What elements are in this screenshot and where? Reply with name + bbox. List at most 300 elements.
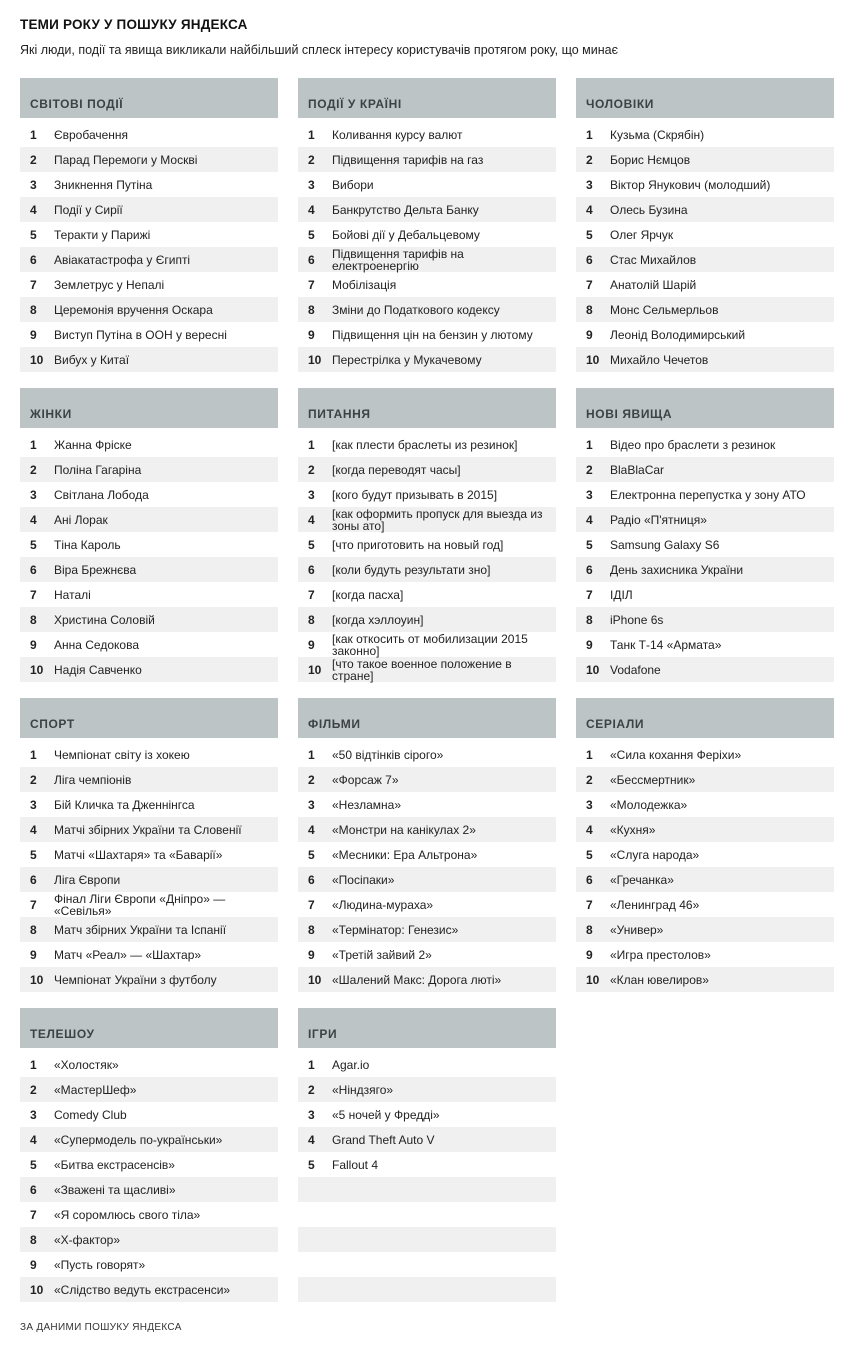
ranking-list bbox=[576, 742, 834, 992]
list-item bbox=[298, 1127, 556, 1152]
panel bbox=[20, 1008, 278, 1302]
panel bbox=[298, 1008, 556, 1302]
panel-title: ПОДІЇ У КРАЇНІ bbox=[308, 97, 402, 111]
panel bbox=[20, 698, 278, 992]
rank-number: 6 bbox=[30, 872, 37, 887]
item-label: Grand Theft Auto V bbox=[332, 1132, 435, 1147]
rank-number: 5 bbox=[586, 847, 593, 862]
item-label: Зміни до Податкового кодексу bbox=[332, 302, 500, 317]
item-label: Теракти у Парижі bbox=[54, 227, 151, 242]
item-label: «Супермодель по-українськи» bbox=[54, 1132, 223, 1147]
item-label: «Людина-мураха» bbox=[332, 897, 434, 912]
list-item bbox=[20, 1152, 278, 1177]
rank-number: 2 bbox=[308, 1082, 315, 1097]
item-label: [когда хэллоуин] bbox=[332, 612, 424, 627]
panel-title: ПИТАННЯ bbox=[308, 407, 371, 421]
item-label: Виступ Путіна в ООН у вересні bbox=[54, 327, 227, 342]
rank-number: 4 bbox=[30, 1132, 37, 1147]
item-label: Коливання курсу валют bbox=[332, 127, 463, 142]
list-item bbox=[20, 1227, 278, 1252]
list-item bbox=[576, 792, 834, 817]
list-item bbox=[576, 557, 834, 582]
panel-header bbox=[20, 1008, 278, 1048]
item-label: BlaBlaCar bbox=[610, 462, 665, 477]
item-label: Agar.io bbox=[332, 1057, 370, 1072]
list-item bbox=[298, 457, 556, 482]
rank-number: 4 bbox=[30, 822, 37, 837]
item-label: Ліга Європи bbox=[54, 872, 121, 887]
item-label: Бій Кличка та Дженнінгса bbox=[54, 797, 195, 812]
item-label: «Битва екстрасенсів» bbox=[54, 1157, 175, 1172]
rank-number: 7 bbox=[308, 897, 315, 912]
list-item bbox=[576, 632, 834, 657]
panel bbox=[576, 388, 834, 682]
list-item bbox=[298, 1202, 556, 1227]
rank-number: 1 bbox=[30, 437, 37, 452]
rank-number: 1 bbox=[586, 437, 593, 452]
rank-number: 9 bbox=[30, 327, 37, 342]
rank-number: 3 bbox=[30, 797, 37, 812]
list-item bbox=[576, 457, 834, 482]
list-item bbox=[20, 582, 278, 607]
item-label: Підвищення тарифів на електроенергію bbox=[332, 246, 464, 273]
item-label: «Игра престолов» bbox=[610, 947, 711, 962]
item-label: «Месники: Ера Альтрона» bbox=[332, 847, 478, 862]
item-label: [как оформить пропуск для выезда из зоны ато] bbox=[332, 506, 543, 533]
rank-number: 5 bbox=[30, 847, 37, 862]
list-item bbox=[298, 507, 556, 532]
item-label: Чемпіонат світу із хокею bbox=[54, 747, 190, 762]
ranking-list bbox=[20, 432, 278, 682]
rank-number: 8 bbox=[586, 302, 593, 317]
rank-number: 3 bbox=[586, 177, 593, 192]
rank-number: 4 bbox=[308, 822, 315, 837]
rank-number: 3 bbox=[30, 1107, 37, 1122]
item-label: «Ніндзяго» bbox=[332, 1082, 394, 1097]
panel-header bbox=[298, 1008, 556, 1048]
item-label: «Клан ювелиров» bbox=[610, 972, 709, 987]
rank-number: 5 bbox=[30, 537, 37, 552]
item-label: [коли будуть результати зно] bbox=[332, 562, 491, 577]
list-item bbox=[20, 1052, 278, 1077]
item-label: Електронна перепустка у зону АТО bbox=[610, 487, 806, 502]
rank-number: 4 bbox=[30, 512, 37, 527]
list-item bbox=[576, 272, 834, 297]
rank-number: 3 bbox=[308, 797, 315, 812]
panel-title: НОВІ ЯВИЩА bbox=[586, 407, 673, 421]
panel-title: СЕРІАЛИ bbox=[586, 717, 645, 731]
item-label: Анатолій Шарій bbox=[610, 277, 697, 292]
list-item bbox=[20, 347, 278, 372]
rank-number: 2 bbox=[30, 1082, 37, 1097]
list-item bbox=[298, 867, 556, 892]
list-item bbox=[20, 1127, 278, 1152]
list-item bbox=[20, 122, 278, 147]
rank-number: 10 bbox=[30, 1282, 44, 1297]
list-item bbox=[298, 532, 556, 557]
list-item bbox=[20, 942, 278, 967]
list-item bbox=[20, 197, 278, 222]
rank-number: 7 bbox=[308, 277, 315, 292]
list-item bbox=[298, 792, 556, 817]
item-label: «Шалений Макс: Дорога люті» bbox=[332, 972, 502, 987]
list-item bbox=[20, 742, 278, 767]
ranking-list bbox=[20, 742, 278, 992]
list-item bbox=[20, 892, 278, 917]
rank-number: 2 bbox=[308, 772, 315, 787]
item-label: Світлана Лобода bbox=[54, 487, 149, 502]
item-label: «Х-фактор» bbox=[54, 1232, 120, 1247]
list-item bbox=[20, 657, 278, 682]
rank-number: 6 bbox=[586, 252, 593, 267]
panel-title: ФІЛЬМИ bbox=[308, 717, 361, 731]
list-item bbox=[20, 842, 278, 867]
item-label: «Пусть говорят» bbox=[54, 1257, 146, 1272]
rank-number: 6 bbox=[30, 1182, 37, 1197]
list-item bbox=[298, 1152, 556, 1177]
list-item bbox=[20, 917, 278, 942]
item-label: Матч збірних України та Іспанії bbox=[54, 922, 227, 937]
list-item bbox=[576, 347, 834, 372]
rank-number: 8 bbox=[30, 612, 37, 627]
list-item bbox=[298, 122, 556, 147]
rank-number: 1 bbox=[30, 747, 37, 762]
list-item bbox=[576, 657, 834, 682]
panel-header bbox=[298, 698, 556, 738]
item-label: Авіакатастрофа у Єгипті bbox=[54, 252, 191, 267]
list-item bbox=[576, 892, 834, 917]
item-label: Відео про браслети з резинок bbox=[610, 437, 776, 452]
rank-number: 5 bbox=[586, 537, 593, 552]
rank-number: 7 bbox=[586, 587, 593, 602]
item-label: Чемпіонат України з футболу bbox=[54, 972, 217, 987]
rank-number: 8 bbox=[308, 302, 315, 317]
panel bbox=[20, 388, 278, 682]
list-item bbox=[298, 817, 556, 842]
list-item bbox=[576, 967, 834, 992]
panel-title: ТЕЛЕШОУ bbox=[30, 1027, 95, 1041]
panel-header bbox=[576, 698, 834, 738]
item-label: «Термінатор: Генезис» bbox=[332, 922, 459, 937]
list-item bbox=[576, 432, 834, 457]
list-item bbox=[20, 1102, 278, 1127]
rank-number: 1 bbox=[308, 127, 315, 142]
list-item bbox=[20, 767, 278, 792]
item-label: «Гречанка» bbox=[610, 872, 674, 887]
rank-number: 6 bbox=[308, 562, 315, 577]
rank-number: 6 bbox=[586, 562, 593, 577]
list-item bbox=[20, 967, 278, 992]
item-label: «Ленинград 46» bbox=[610, 897, 700, 912]
item-label: Матчі «Шахтаря» та «Баварії» bbox=[54, 847, 223, 862]
rank-number: 6 bbox=[30, 562, 37, 577]
list-item bbox=[576, 742, 834, 767]
item-label: «Посіпаки» bbox=[332, 872, 395, 887]
rank-number: 6 bbox=[30, 252, 37, 267]
list-item bbox=[576, 942, 834, 967]
rank-number: 8 bbox=[30, 922, 37, 937]
list-item bbox=[298, 1077, 556, 1102]
rank-number: 2 bbox=[30, 152, 37, 167]
ranking-list bbox=[20, 1052, 278, 1302]
item-label: [что такое военное положение в стране] bbox=[332, 656, 512, 683]
item-label: Ані Лорак bbox=[54, 512, 108, 527]
list-item bbox=[20, 272, 278, 297]
rank-number: 3 bbox=[308, 487, 315, 502]
rank-number: 10 bbox=[586, 662, 600, 677]
item-label: Vodafone bbox=[610, 662, 661, 677]
ranking-list bbox=[298, 122, 556, 372]
rank-number: 3 bbox=[30, 487, 37, 502]
rank-number: 7 bbox=[30, 1207, 37, 1222]
ranking-list bbox=[298, 1052, 556, 1302]
ranking-list bbox=[576, 432, 834, 682]
list-item bbox=[20, 322, 278, 347]
item-label: Comedy Club bbox=[54, 1107, 127, 1122]
panel bbox=[20, 78, 278, 372]
list-item bbox=[20, 1277, 278, 1302]
panel-title: СВІТОВІ ПОДІЇ bbox=[30, 97, 124, 111]
panel-header bbox=[20, 388, 278, 428]
item-label: «Форсаж 7» bbox=[332, 772, 399, 787]
item-label: Євробачення bbox=[54, 127, 129, 142]
item-label: Підвищення цін на бензин у лютому bbox=[332, 327, 533, 342]
item-label: Мобілізація bbox=[332, 277, 397, 292]
rank-number: 7 bbox=[30, 897, 37, 912]
rank-number: 4 bbox=[30, 202, 37, 217]
rank-number: 2 bbox=[586, 462, 593, 477]
list-item bbox=[576, 197, 834, 222]
rank-number: 9 bbox=[30, 1257, 37, 1272]
rank-number: 10 bbox=[308, 352, 322, 367]
list-item bbox=[298, 347, 556, 372]
rank-number: 4 bbox=[586, 202, 593, 217]
item-label: «Монстри на канікулах 2» bbox=[332, 822, 476, 837]
panel-title: СПОРТ bbox=[30, 717, 75, 731]
item-label: «Молодежка» bbox=[610, 797, 688, 812]
list-item bbox=[576, 607, 834, 632]
ranking-list bbox=[576, 122, 834, 372]
item-label: «Сила кохання Феріхи» bbox=[610, 747, 742, 762]
list-item bbox=[20, 532, 278, 557]
item-label: «Универ» bbox=[610, 922, 664, 937]
item-label: Перестрілка у Мукачевому bbox=[332, 352, 482, 367]
item-label: «Третій зайвий 2» bbox=[332, 947, 432, 962]
list-item bbox=[298, 322, 556, 347]
rank-number: 9 bbox=[308, 947, 315, 962]
rank-number: 1 bbox=[308, 747, 315, 762]
item-label: Христина Соловій bbox=[54, 612, 155, 627]
rank-number: 2 bbox=[308, 152, 315, 167]
page-subtitle: Які люди, події та явища викликали найбільший сплеск інтересу користувачів протягом року, що минає bbox=[20, 43, 618, 57]
ranking-list bbox=[298, 432, 556, 682]
item-label: Олег Ярчук bbox=[610, 227, 674, 242]
list-item bbox=[298, 297, 556, 322]
list-item bbox=[576, 147, 834, 172]
list-item bbox=[576, 507, 834, 532]
list-item bbox=[298, 767, 556, 792]
rank-number: 9 bbox=[30, 947, 37, 962]
list-item bbox=[298, 482, 556, 507]
panel bbox=[298, 388, 556, 682]
rank-number: 8 bbox=[586, 612, 593, 627]
list-item bbox=[298, 1177, 556, 1202]
item-label: Наталі bbox=[54, 587, 91, 602]
item-label: Радіо «П'ятниця» bbox=[610, 512, 707, 527]
list-item bbox=[20, 507, 278, 532]
list-item bbox=[298, 742, 556, 767]
rank-number: 9 bbox=[30, 637, 37, 652]
panel-header bbox=[576, 78, 834, 118]
ranking-list bbox=[20, 122, 278, 372]
rank-number: 3 bbox=[30, 177, 37, 192]
item-label: [когда пасха] bbox=[332, 587, 404, 602]
rank-number: 1 bbox=[30, 127, 37, 142]
rank-number: 2 bbox=[30, 772, 37, 787]
rank-number: 1 bbox=[30, 1057, 37, 1072]
item-label: «Бессмертник» bbox=[610, 772, 696, 787]
panel bbox=[298, 698, 556, 992]
list-item bbox=[576, 247, 834, 272]
list-item bbox=[576, 842, 834, 867]
rank-number: 10 bbox=[586, 352, 600, 367]
item-label: Fallout 4 bbox=[332, 1157, 379, 1172]
rank-number: 3 bbox=[586, 487, 593, 502]
list-item bbox=[20, 1077, 278, 1102]
rank-number: 1 bbox=[308, 1057, 315, 1072]
rank-number: 10 bbox=[30, 662, 44, 677]
rank-number: 10 bbox=[586, 972, 600, 987]
list-item bbox=[576, 222, 834, 247]
rank-number: 9 bbox=[586, 947, 593, 962]
rank-number: 5 bbox=[308, 227, 315, 242]
list-item bbox=[298, 272, 556, 297]
item-label: Жанна Фріске bbox=[54, 437, 132, 452]
item-label: [когда переводят часы] bbox=[332, 462, 461, 477]
item-label: Землетрус у Непалі bbox=[54, 277, 165, 292]
rank-number: 8 bbox=[586, 922, 593, 937]
panel-title: ЖІНКИ bbox=[30, 407, 72, 421]
list-item bbox=[298, 197, 556, 222]
item-label: «Холостяк» bbox=[54, 1057, 119, 1072]
list-item bbox=[20, 1202, 278, 1227]
list-item bbox=[298, 582, 556, 607]
rank-number: 9 bbox=[308, 327, 315, 342]
list-item bbox=[298, 607, 556, 632]
item-label: «МастерШеф» bbox=[54, 1082, 137, 1097]
rank-number: 6 bbox=[308, 872, 315, 887]
list-item bbox=[20, 557, 278, 582]
list-item bbox=[298, 842, 556, 867]
panel-title: ЧОЛОВІКИ bbox=[586, 97, 654, 111]
rank-number: 10 bbox=[30, 352, 44, 367]
list-item bbox=[298, 172, 556, 197]
item-label: Тіна Кароль bbox=[54, 537, 121, 552]
rank-number: 1 bbox=[586, 127, 593, 142]
panel-title: ІГРИ bbox=[308, 1027, 338, 1041]
rank-number: 4 bbox=[586, 822, 593, 837]
list-item bbox=[20, 432, 278, 457]
item-label: День захисника України bbox=[610, 562, 744, 577]
item-label: Надія Савченко bbox=[54, 662, 142, 677]
item-label: «50 відтінків сірого» bbox=[332, 747, 444, 762]
panel-header bbox=[298, 388, 556, 428]
source-note: ЗА ДАНИМИ ПОШУКУ ЯНДЕКСА bbox=[20, 1322, 182, 1333]
rank-number: 5 bbox=[308, 847, 315, 862]
item-label: [как плести браслеты из резинок] bbox=[332, 437, 518, 452]
list-item bbox=[576, 532, 834, 557]
rank-number: 9 bbox=[586, 327, 593, 342]
item-label: Церемонія вручення Оскара bbox=[54, 302, 213, 317]
item-label: Підвищення тарифів на газ bbox=[332, 152, 484, 167]
list-item bbox=[20, 297, 278, 322]
item-label: «Зважені та щасливі» bbox=[54, 1182, 176, 1197]
panel bbox=[576, 78, 834, 372]
item-label: Матч «Реал» — «Шахтар» bbox=[54, 947, 202, 962]
item-label: «Слідство ведуть екстрасенси» bbox=[54, 1282, 231, 1297]
item-label: Стас Михайлов bbox=[610, 252, 697, 267]
rank-number: 4 bbox=[308, 512, 315, 527]
rank-number: 3 bbox=[308, 1107, 315, 1122]
rank-number: 4 bbox=[308, 1132, 315, 1147]
list-item bbox=[20, 1252, 278, 1277]
list-item bbox=[576, 917, 834, 942]
list-item bbox=[298, 1052, 556, 1077]
list-item bbox=[20, 867, 278, 892]
item-label: Кузьма (Скрябін) bbox=[610, 127, 705, 142]
rank-number: 7 bbox=[308, 587, 315, 602]
list-item bbox=[298, 632, 556, 657]
rank-number: 7 bbox=[586, 897, 593, 912]
list-item bbox=[20, 482, 278, 507]
list-item bbox=[298, 1252, 556, 1277]
panel-header bbox=[298, 78, 556, 118]
rank-number: 5 bbox=[308, 537, 315, 552]
list-item bbox=[576, 322, 834, 347]
item-label: [кого будут призывать в 2015] bbox=[332, 487, 498, 502]
item-label: Ліга чемпіонів bbox=[54, 772, 132, 787]
list-item bbox=[20, 817, 278, 842]
rank-number: 5 bbox=[586, 227, 593, 242]
list-item bbox=[576, 867, 834, 892]
list-item bbox=[20, 247, 278, 272]
list-item bbox=[576, 482, 834, 507]
rank-number: 6 bbox=[308, 252, 315, 267]
item-label: Вибори bbox=[332, 177, 374, 192]
list-item bbox=[298, 942, 556, 967]
rank-number: 7 bbox=[30, 277, 37, 292]
rank-number: 5 bbox=[30, 227, 37, 242]
item-label: Монс Сельмерльов bbox=[610, 302, 719, 317]
item-label: «5 ночей у Фредді» bbox=[332, 1107, 440, 1122]
rank-number: 5 bbox=[30, 1157, 37, 1172]
item-label: «Слуга народа» bbox=[610, 847, 700, 862]
panel bbox=[298, 78, 556, 372]
rank-number: 7 bbox=[30, 587, 37, 602]
rank-number: 2 bbox=[586, 152, 593, 167]
list-item bbox=[298, 917, 556, 942]
list-item bbox=[20, 607, 278, 632]
rank-number: 8 bbox=[30, 1232, 37, 1247]
rank-number: 6 bbox=[586, 872, 593, 887]
item-label: Танк Т-14 «Армата» bbox=[610, 637, 722, 652]
item-label: Samsung Galaxy S6 bbox=[610, 537, 720, 552]
list-item bbox=[298, 557, 556, 582]
list-item bbox=[298, 247, 556, 272]
list-item bbox=[20, 172, 278, 197]
list-item bbox=[20, 457, 278, 482]
item-label: Віктор Янукович (молодший) bbox=[610, 177, 771, 192]
